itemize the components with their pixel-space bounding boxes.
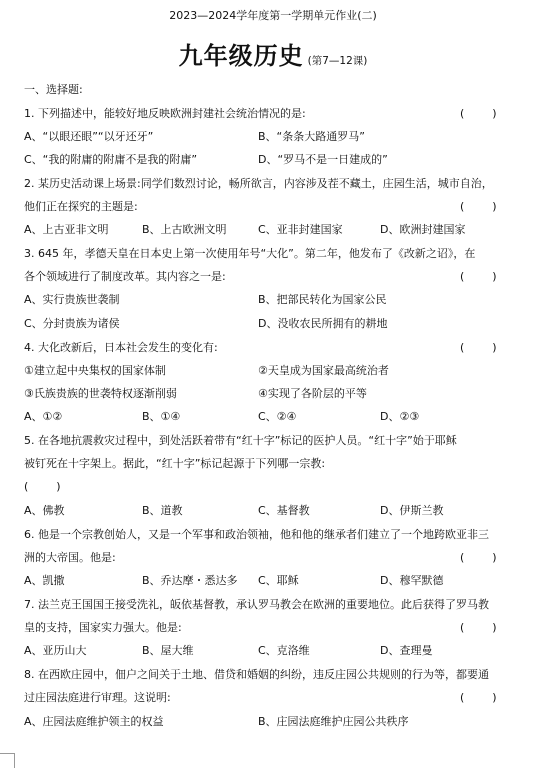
question-8-stem-line-2: 过庄园法庭进行审理。这说明: — [24, 691, 171, 704]
question-8-stem-line-1: 8. 在西欧庄园中，佃户之间关于土地、借贷和婚姻的纠纷，违反庄园公共规则的行为等，都要通 — [24, 668, 489, 681]
question-7-option-b: B、屋大维 — [142, 644, 194, 657]
question-7-answer-blank: ( ) — [460, 621, 497, 634]
title-row — [0, 41, 546, 70]
question-6-stem-line-2: 洲的大帝国。他是: — [24, 551, 116, 564]
question-4-item-1: ①建立起中央集权的国家体制 — [24, 364, 166, 377]
question-5-option-c: C、基督教 — [258, 504, 310, 517]
question-5-option-b: B、道教 — [142, 504, 183, 517]
question-1-option-a: A、“以眼还眼”“以牙还牙” — [24, 130, 154, 143]
question-2-stem-line-2: 他们正在探究的主题是: — [24, 200, 138, 213]
question-4-stem: 4. 大化改新后，日本社会发生的变化有: — [24, 341, 218, 354]
question-4-item-3: ③氏族贵族的世袭特权逐渐削弱 — [24, 387, 177, 400]
question-7-stem-line-1: 7. 法兰克王国国王接受洗礼，皈依基督教，承认罗马教会在欧洲的重要地位。此后获得了罗马教 — [24, 598, 489, 611]
question-1-option-d: D、“罗马不是一日建成的” — [258, 153, 388, 166]
question-4-option-d: D、②③ — [380, 410, 420, 423]
question-1-option-c: C、“我的附庸的附庸不是我的附庸” — [24, 153, 198, 166]
question-7-option-c: C、克洛维 — [258, 644, 310, 657]
question-4-option-a: A、①② — [24, 410, 63, 423]
question-3-stem-line-1: 3. 645 年，孝德天皇在日本史上第一次使用年号“大化”。第二年，他发布了《改新之诏》，在 — [24, 247, 476, 260]
question-1-answer-blank: ( ) — [460, 107, 497, 120]
question-2-answer-blank: ( ) — [460, 200, 497, 213]
question-3-stem-line-2: 各个领域进行了制度改革。其内容之一是: — [24, 270, 226, 283]
question-6-answer-blank: ( ) — [460, 551, 497, 564]
question-3-option-d: D、没收农民所拥有的耕地 — [258, 317, 388, 330]
question-4-item-2: ②天皇成为国家最高统治者 — [258, 364, 389, 377]
section-title: 一、选择题: — [24, 83, 83, 96]
question-6-option-a: A、凯撒 — [24, 574, 65, 587]
question-6-option-d: D、穆罕默德 — [380, 574, 444, 587]
page-corner-mark — [0, 753, 15, 768]
question-2-option-a: A、上古亚非文明 — [24, 223, 109, 236]
question-6-stem-line-1: 6. 他是一个宗教创始人，又是一个军事和政治领袖，他和他的继承者们建立了一个地跨欧亚非三 — [24, 528, 489, 541]
question-3-answer-blank: ( ) — [460, 270, 497, 283]
question-3-option-b: B、把部民转化为国家公民 — [258, 293, 387, 306]
question-2-option-c: C、亚非封建国家 — [258, 223, 343, 236]
page-title: 九年级历史 — [178, 41, 304, 70]
question-2-option-b: B、上古欧洲文明 — [142, 223, 227, 236]
question-2-stem-line-1: 2. 某历史活动课上场景:同学们数烈讨论，畅所欲言，内容涉及茬不藏土，庄园生活，城市自治， — [24, 177, 493, 190]
question-4-item-4: ④实现了各阶层的平等 — [258, 387, 367, 400]
page-subtitle: (第7—12课) — [307, 55, 368, 67]
question-3-option-c: C、分封贵族为诸侯 — [24, 317, 120, 330]
question-7-option-a: A、亚历山大 — [24, 644, 87, 657]
question-5-option-d: D、伊斯兰教 — [380, 504, 444, 517]
question-8-option-a: A、庄园法庭维护领主的权益 — [24, 715, 164, 728]
question-5-stem-line-1: 5. 在各地抗震救灾过程中，到处活跃着带有“红十字”标记的医护人员。“红十字”始于耶稣 — [24, 434, 457, 447]
question-8-answer-blank: ( ) — [460, 691, 497, 704]
question-7-stem-line-2: 皇的支持，国家实力强大。他是: — [24, 621, 182, 634]
question-4-answer-blank: ( ) — [460, 341, 497, 354]
question-7-option-d: D、查理曼 — [380, 644, 433, 657]
worksheet-header: 2023—2024学年度第一学期单元作业(二) — [169, 9, 377, 22]
question-1-option-b: B、“条条大路通罗马” — [258, 130, 365, 143]
question-8-option-b: B、庄园法庭维护庄园公共秩序 — [258, 715, 409, 728]
question-3-option-a: A、实行贵族世袭制 — [24, 293, 120, 306]
question-1-stem: 1. 下列描述中，能较好地反映欧洲封建社会统治情况的是: — [24, 107, 306, 120]
question-4-option-b: B、①④ — [142, 410, 181, 423]
question-5-option-a: A、佛教 — [24, 504, 65, 517]
question-2-option-d: D、欧洲封建国家 — [380, 223, 466, 236]
question-6-option-c: C、耶稣 — [258, 574, 299, 587]
question-5-answer-blank: ( ) — [24, 480, 61, 493]
question-5-stem-line-2: 被钉死在十字架上。据此，“红十字”标记起源于下列哪一宗教: — [24, 457, 326, 470]
question-4-option-c: C、②④ — [258, 410, 297, 423]
question-6-option-b: B、乔达摩・悉达多 — [142, 574, 238, 587]
